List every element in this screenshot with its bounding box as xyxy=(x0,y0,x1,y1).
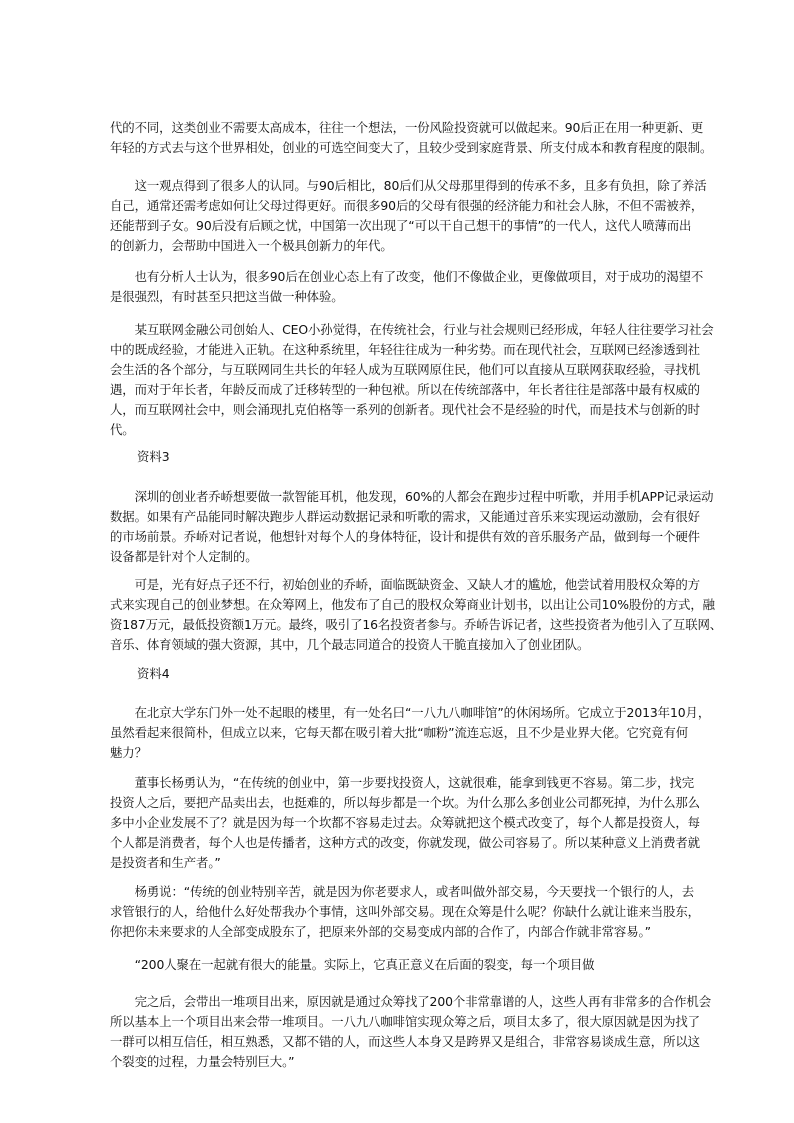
paragraph-external-transactions xyxy=(110,882,794,942)
text-line: 虽然看起来很简朴，但成立以来，它每天都在吸引着大批“咖粉”流连忘返，且不少是业界大佬。它究竟有何 xyxy=(110,725,689,740)
text-line: 这一观点得到了很多人的认同。与90后相比，80后们从父母那里得到的传承不多，且多有负担，除了养活 xyxy=(110,178,707,193)
text-line: 个裂变的过程，力量会特别巨大。” xyxy=(110,1054,295,1069)
text-line: 多中小企业发展不了？就是因为每一个坎都不容易走过去。众筹就把这个模式改变了，每个人都是投资人，每 xyxy=(110,815,700,830)
paragraph-intro-continuation xyxy=(110,118,794,158)
paragraph-chairman-view xyxy=(110,773,794,873)
paragraph-ceo-opinion xyxy=(110,320,794,440)
text-line: 代的不同，这类创业不需要太高成本，往往一个想法，一份风险投资就可以做起来。90后正在用一种更新、更 xyxy=(110,120,704,135)
section-heading-material-4: 资料4 xyxy=(137,666,170,681)
text-line: 也有分析人士认为，很多90后在创业心态上有了改变，他们不像做企业，更像做项目，对于成功的渴望不 xyxy=(110,269,704,284)
text-line: 杨勇说：“传统的创业特别辛苦，就是因为你老要求人，或者叫做外部交易，今天要找一个银行的人，去 xyxy=(110,884,694,899)
text-line: 深圳的创业者乔峤想要做一款智能耳机，他发现，60%的人都会在跑步过程中听歌，并用手机APP记录运动 xyxy=(110,489,714,504)
text-line: 中的既成经验，才能进入正轨。在这种系统里，年轻往往成为一种劣势。而在现代社会，互联网已经渗透到社 xyxy=(110,342,700,357)
text-line: 数据。如果有产品能同时解决跑步人群运动数据记录和听歌的需求，又能通过音乐来实现运动激励，会有很好 xyxy=(110,509,700,524)
text-line: 可是，光有好点子还不行，初始创业的乔峤，面临既缺资金、又缺人才的尴尬，他尝试着用股权众筹的方 xyxy=(110,577,700,592)
text-line: 是很强烈，有时甚至只把这当做一种体验。 xyxy=(110,289,344,304)
text-line: 会生活的各个部分，与互联网同生共长的年轻人成为互联网原住民，他们可以直接从互联网获取经验，寻找机 xyxy=(110,362,700,377)
text-line: 代。 xyxy=(110,422,135,437)
text-line: 资187万元，最低投资额1万元。最终，吸引了16名投资者参与。乔峤告诉记者，这些投资者为他引入了互联网、 xyxy=(110,617,723,632)
text-line: 某互联网金融公司创始人、CEO小孙觉得，在传统社会，行业与社会规则已经形成，年轻人往往要学习社会 xyxy=(110,322,714,337)
text-line: 还能帮到子女。90后没有后顾之忧，中国第一次出现了“可以干自己想干的事情”的一代人，这代人喷薄而出 xyxy=(110,218,692,233)
paragraph-fission xyxy=(110,992,794,1072)
text-line: 董事长杨勇认为，“在传统的创业中，第一步要找投资人，这就很难，能拿到钱更不容易。第二步，找完 xyxy=(110,775,694,790)
text-line: 的创新力，会帮助中国进入一个极具创新力的年代。 xyxy=(110,238,393,253)
text-line: 音乐、体育领域的强大资源，其中，几个最志同道合的投资人干脆直接加入了创业团队。 xyxy=(110,637,590,652)
text-line: 是投资者和生产者。” xyxy=(110,855,221,870)
paragraph-smart-earphone xyxy=(110,487,794,567)
text-line: 完之后，会带出一堆项目出来，原因就是通过众筹找了200个非常靠谱的人，这些人再有非常多的合作机会 xyxy=(110,994,712,1009)
paragraph-analysts xyxy=(110,267,794,307)
text-line: 你把你未来要求的人全部变成股东了，把原来外部的交易变成内部的合作了，内部合作就非常容易。” xyxy=(110,924,651,939)
text-line: 所以基本上一个项目出来会带一堆项目。一八九八咖啡馆实现众筹之后，项目太多了，很大原因就是因为找了 xyxy=(110,1014,700,1029)
text-line: 个人都是消费者，每个人也是传播者，这种方式的改变，你就发现，做公司容易了。所以某种意义上消费者就 xyxy=(110,835,700,850)
text-line: “200人聚在一起就有很大的能量。实际上，它真正意义在后面的裂变，每一个项目做 xyxy=(110,957,595,972)
text-line: 投资人之后，要把产品卖出去，也挺难的，所以每步都是一个坎。为什么那么多创业公司都死掉，为什么那么 xyxy=(110,795,700,810)
text-line: 年轻的方式去与这个世界相处，创业的可选空间变大了，且较少受到家庭背景、所支付成本和教育程度的限制。 xyxy=(110,140,713,155)
text-line: 的市场前景。乔峤对记者说，他想针对每个人的身体特征，设计和提供有效的音乐服务产品，做到每一个硬件 xyxy=(110,529,700,544)
text-line: 求管银行的人，给他什么好处帮我办个事情，这叫外部交易。现在众筹是什么呢？你缺什么就让谁来当股东， xyxy=(110,904,700,919)
text-line: 式来实现自己的创业梦想。在众筹网上，他发布了自己的股权众筹商业计划书，以出让公司10%股份的方式，融 xyxy=(110,597,715,612)
paragraph-equity-crowdfunding xyxy=(110,575,794,655)
text-line: 在北京大学东门外一处不起眼的楼里，有一处名曰“一八九八咖啡馆”的休闲场所。它成立于2013年10月， xyxy=(110,705,711,720)
text-line: 魅力？ xyxy=(110,745,147,760)
text-line: 设备都是针对个人定制的。 xyxy=(110,549,258,564)
text-line: 人，而互联网社会中，则会涌现扎克伯格等一系列的创新者。现代社会不是经验的时代，而是技术与创新的时 xyxy=(110,402,700,417)
text-line: 一群可以相互信任，相互熟悉，又都不错的人，而这些人本身又是跨界又是组合，非常容易谈成生意，所以这 xyxy=(110,1034,700,1049)
section-heading-material-3: 资料3 xyxy=(137,449,170,464)
paragraph-cafe-intro xyxy=(110,703,794,763)
text-line: 遇，而对于年长者，年龄反而成了迁移转型的一种包袱。所以在传统部落中，年长者往往是部落中最有权威的 xyxy=(110,382,700,397)
text-line: 自己，通常还需考虑如何让父母过得更好。而很多90后的父母有很强的经济能力和社会人脉，不但不需被养， xyxy=(110,198,704,213)
paragraph-recognition xyxy=(110,176,794,256)
paragraph-200-people xyxy=(110,955,794,975)
